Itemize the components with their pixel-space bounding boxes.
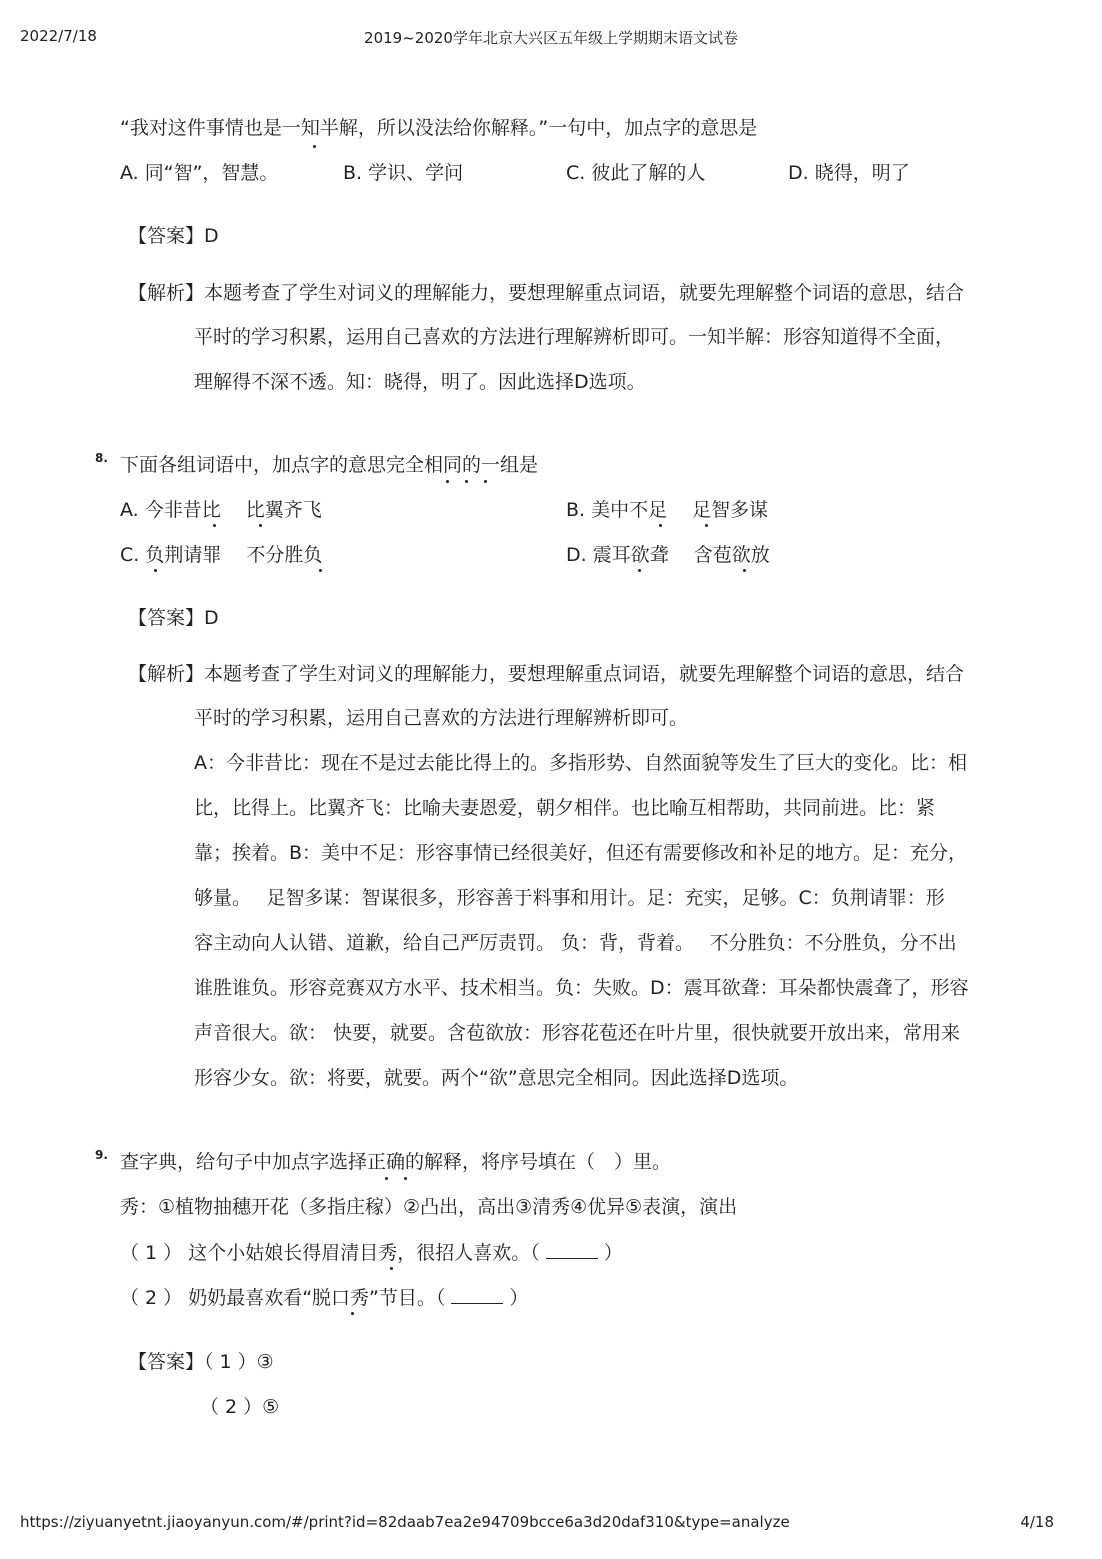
- q7-answer: 【答案】D: [128, 225, 219, 247]
- emphasis-dot: [213, 524, 216, 527]
- q8-option-c: C. 负荆请罪 不分胜负: [120, 544, 323, 566]
- print-date: 2022/7/18: [20, 27, 97, 45]
- q8-analysis-line-1: 【解析】本题考查了学生对词义的理解能力，要想理解重点词语，就要先理解整个词语的意思，结合: [128, 663, 965, 685]
- emphasis-dot: [351, 1312, 354, 1315]
- q8-stem: 下面各组词语中，加点字的意思完全相同的一组是: [120, 454, 539, 476]
- q7-analysis-line-3: 理解得不深不透。知：晓得，明了。因此选择D选项。: [194, 371, 646, 393]
- q8-analysis-line-2: 平时的学习积累，运用自己喜欢的方法进行理解辨析即可。: [194, 707, 689, 729]
- emphasis-dot: [743, 569, 746, 572]
- q8-number: 8.: [95, 451, 108, 465]
- emphasis-dot: [154, 569, 157, 572]
- q8-analysis-line-8: 谁胜谁负。形容竞赛双方水平、技术相当。负：失败。D：震耳欲聋：耳朵都快震聋了，形容: [194, 977, 969, 999]
- closing-paren: ）: [603, 1242, 623, 1264]
- q9-answer: 【答案】（ 1 ）③: [128, 1351, 274, 1373]
- emphasis-dot: [385, 1177, 388, 1180]
- q9-answer-2: （ 2 ）⑤: [200, 1396, 280, 1418]
- emphasis-dot: [465, 480, 468, 483]
- q7-option-d: D. 晓得，明了: [788, 162, 910, 184]
- q7-option-c: C. 彼此了解的人: [566, 162, 706, 184]
- document-title: 2019~2020学年北京大兴区五年级上学期期末语文试卷: [364, 29, 738, 47]
- emphasis-dot: [404, 1177, 407, 1180]
- q8-option-d: D. 震耳欲聋 含苞欲放: [566, 544, 770, 566]
- emphasis-dot: [705, 524, 708, 527]
- q9-definition: 秀：①植物抽穗开花（多指庄稼）②凸出，高出③清秀④优异⑤表演，演出: [120, 1196, 738, 1218]
- answer-blank-2[interactable]: [451, 1287, 503, 1304]
- q7-analysis-line-2: 平时的学习积累，运用自己喜欢的方法进行理解辨析即可。一知半解：形容知道得不全面，: [194, 326, 955, 348]
- q7-option-a: A. 同“智”，智慧。: [120, 162, 279, 184]
- q9-subquestion-1-text: （ 1 ） 这个小姑娘长得眉清目秀，很招人喜欢。（: [120, 1242, 540, 1264]
- emphasis-dot: [659, 524, 662, 527]
- q8-analysis-line-9: 声音很大。欲： 快要，就要。含苞欲放：形容花苞还在叶片里，很快就要开放出来，常用来: [194, 1022, 961, 1044]
- emphasis-dot: [319, 569, 322, 572]
- q9-stem: 查字典，给句子中加点字选择正确的解释，将序号填在（ ）里。: [120, 1151, 672, 1173]
- closing-paren: ）: [509, 1287, 529, 1309]
- q8-option-b: B. 美中不足 足智多谋: [566, 499, 769, 521]
- q8-analysis-line-10: 形容少女。欲：将要，就要。两个“欲”意思完全相同。因此选择D选项。: [194, 1067, 799, 1089]
- q8-analysis-line-3: A：今非昔比：现在不是过去能比得上的。多指形势、自然面貌等发生了巨大的变化。比：相: [194, 752, 967, 774]
- q8-analysis-line-6: 够量。 足智多谋：智谋很多，形容善于料事和用计。足：充实，足够。C：负荆请罪：形: [194, 887, 945, 909]
- emphasis-dot: [638, 569, 641, 572]
- q7-analysis-line-1: 【解析】本题考查了学生对词义的理解能力，要想理解重点词语，就要先理解整个词语的意思，结合: [128, 282, 965, 304]
- q8-answer: 【答案】D: [128, 607, 219, 629]
- q9-subquestion-1: [120, 1239, 623, 1267]
- q8-analysis-line-5: 靠；挨着。B：美中不足：形容事情已经很美好，但还有需要修改和补足的地方。足：充分，: [194, 842, 968, 864]
- q9-number: 9.: [95, 1148, 108, 1162]
- q7-stem: “我对这件事情也是一知半解，所以没法给你解释。”一句中，加点字的意思是: [120, 117, 758, 139]
- emphasis-dot: [390, 1267, 393, 1270]
- q8-analysis-line-7: 容主动向人认错、道歉，给自己严厉责罚。 负：背，背着。 不分胜负：不分胜负，分不出: [194, 932, 957, 954]
- page-number: 4/18: [1020, 1513, 1054, 1531]
- q8-option-a: A. 今非昔比 比翼齐飞: [120, 499, 322, 521]
- q8-analysis-line-4: 比，比得上。比翼齐飞：比喻夫妻恩爱，朝夕相伴。也比喻互相帮助，共同前进。比：紧: [194, 797, 936, 819]
- emphasis-dot: [313, 145, 316, 148]
- emphasis-dot: [259, 524, 262, 527]
- footer-url: https://ziyuanyetnt.jiaoyanyun.com/#/print?id=82daab7ea2e94709bcce6a3d20daf310&type=analyze: [20, 1513, 790, 1531]
- q7-option-b: B. 学识、学问: [343, 162, 464, 184]
- emphasis-dot: [484, 480, 487, 483]
- q9-subquestion-2: [120, 1284, 528, 1312]
- q9-subquestion-2-text: （ 2 ） 奶奶最喜欢看“脱口秀”节目。（: [120, 1287, 446, 1309]
- answer-blank-1[interactable]: [546, 1242, 598, 1259]
- emphasis-dot: [446, 480, 449, 483]
